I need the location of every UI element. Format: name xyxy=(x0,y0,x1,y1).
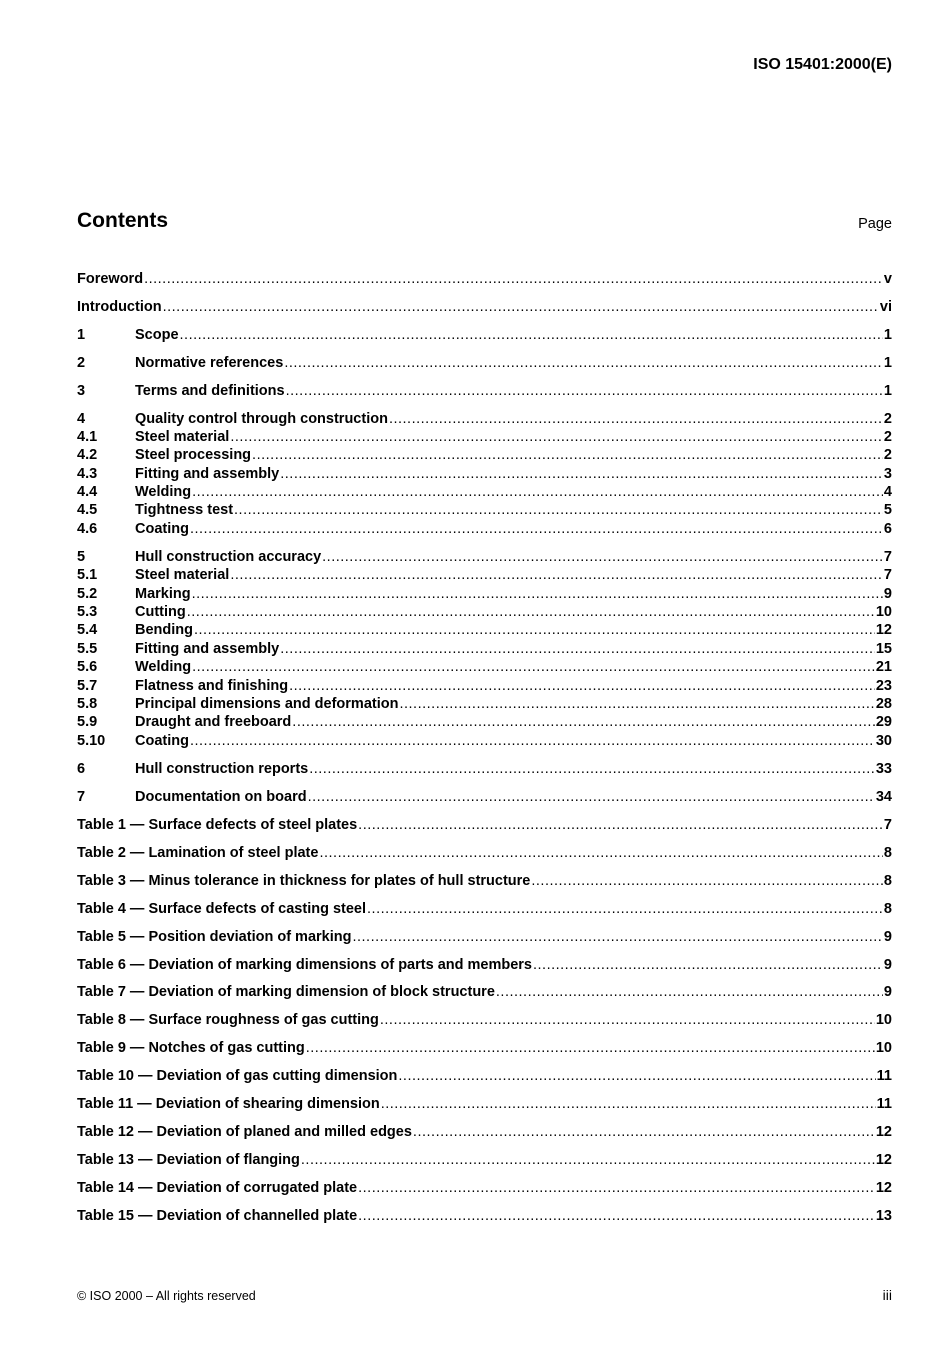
toc-entry-page: 11 xyxy=(876,1068,892,1084)
toc-entry-page: 23 xyxy=(875,678,892,694)
toc-entry[interactable] xyxy=(77,928,892,946)
toc-entry-number: 1 xyxy=(77,327,86,343)
toc-entry-page: 28 xyxy=(875,696,892,712)
dot-leader xyxy=(194,621,875,639)
toc-entry-title: Introduction xyxy=(77,299,162,315)
toc-entry[interactable] xyxy=(77,1123,892,1141)
toc-entry-title: Table 3 — Minus tolerance in thickness for plates of hull structure xyxy=(77,873,531,889)
toc-entry[interactable] xyxy=(77,695,892,713)
toc-entry-page: 13 xyxy=(875,1208,892,1224)
dot-leader xyxy=(308,788,875,806)
toc-entry[interactable] xyxy=(77,677,892,695)
toc-entry-title: Table 10 — Deviation of gas cutting dimension xyxy=(77,1068,398,1084)
dot-leader xyxy=(280,465,883,483)
toc-entry-page: 2 xyxy=(883,447,892,463)
dot-leader xyxy=(163,298,879,316)
toc-entry[interactable] xyxy=(77,788,892,806)
toc-entry-title: Hull construction accuracy xyxy=(135,549,322,565)
dot-leader xyxy=(358,816,883,834)
toc-entry-page: v xyxy=(883,271,892,287)
dot-leader xyxy=(301,1151,875,1169)
toc-entry-page: 10 xyxy=(875,1040,892,1056)
toc-entry[interactable] xyxy=(77,1151,892,1169)
toc-entry-page: 9 xyxy=(883,984,892,1000)
toc-entry-title: Welding xyxy=(135,484,192,500)
toc-entry-title: Coating xyxy=(135,521,189,537)
toc-entry[interactable] xyxy=(77,760,892,778)
toc-entry[interactable] xyxy=(77,956,892,974)
toc-entry-title: Table 6 — Deviation of marking dimensions of parts and members xyxy=(77,957,532,973)
toc-entry-title: Normative references xyxy=(135,355,284,371)
toc-entry-page: 29 xyxy=(875,714,892,730)
toc-entry-title: Documentation on board xyxy=(135,789,307,805)
dot-leader xyxy=(309,760,875,778)
toc-entry[interactable] xyxy=(77,621,892,639)
toc-entry-title: Quality control through construction xyxy=(135,411,388,427)
toc-entry-page: 1 xyxy=(883,355,892,371)
dot-leader xyxy=(398,1067,875,1085)
toc-entry-page: vi xyxy=(879,299,892,315)
toc-entry-number: 5.3 xyxy=(77,604,98,620)
dot-leader xyxy=(190,520,883,538)
toc-entry-title: Table 1 — Surface defects of steel plates xyxy=(77,817,358,833)
toc-entry[interactable] xyxy=(77,732,892,750)
toc-entry-page: 7 xyxy=(883,567,892,583)
dot-leader xyxy=(180,326,883,344)
toc-entry-number: 5.10 xyxy=(77,733,106,749)
toc-entry[interactable] xyxy=(77,483,892,501)
dot-leader xyxy=(413,1123,875,1141)
dot-leader xyxy=(352,928,882,946)
toc-entry-number: 5.4 xyxy=(77,622,98,638)
toc-entry-number: 5 xyxy=(77,549,86,565)
toc-entry-number: 4 xyxy=(77,411,86,427)
toc-entry-title: Table 5 — Position deviation of marking xyxy=(77,929,352,945)
toc-entry-page: 33 xyxy=(875,761,892,777)
toc-entry-page: 7 xyxy=(883,549,892,565)
dot-leader xyxy=(367,900,883,918)
toc-entry[interactable] xyxy=(77,446,892,464)
dot-leader xyxy=(284,354,883,372)
toc-entry-title: Coating xyxy=(135,733,189,749)
toc-entry[interactable] xyxy=(77,326,892,344)
toc-entry-number: 4.6 xyxy=(77,521,98,537)
dot-leader xyxy=(192,483,883,501)
toc-entry[interactable] xyxy=(77,548,892,566)
toc-entry-page: 11 xyxy=(876,1096,892,1112)
toc-entry-number: 4.3 xyxy=(77,466,98,482)
dot-leader xyxy=(322,548,883,566)
dot-leader xyxy=(252,446,883,464)
dot-leader xyxy=(358,1179,875,1197)
dot-leader xyxy=(381,1095,876,1113)
toc-entry[interactable] xyxy=(77,983,892,1001)
toc-entry-title: Principal dimensions and deformation xyxy=(135,696,399,712)
contents-title: Contents xyxy=(77,209,168,232)
toc-entry[interactable] xyxy=(77,1039,892,1057)
dot-leader xyxy=(280,640,875,658)
toc-entry-number: 5.6 xyxy=(77,659,98,675)
toc-entry-page: 7 xyxy=(883,817,892,833)
toc-entry-title: Fitting and assembly xyxy=(135,466,280,482)
toc-entry-number: 5.1 xyxy=(77,567,98,583)
toc-entry-page: 9 xyxy=(883,957,892,973)
toc-entry[interactable] xyxy=(77,520,892,538)
dot-leader xyxy=(286,382,883,400)
toc-entry-number: 5.8 xyxy=(77,696,98,712)
toc-entry[interactable] xyxy=(77,658,892,676)
page-number: iii xyxy=(882,1287,892,1303)
toc-entry[interactable] xyxy=(77,872,892,890)
toc-entry-page: 34 xyxy=(875,789,892,805)
dot-leader xyxy=(306,1039,875,1057)
toc-entry-number: 3 xyxy=(77,383,86,399)
toc-entry-number: 4.2 xyxy=(77,447,98,463)
toc-entry-page: 30 xyxy=(875,733,892,749)
toc-entry-title: Cutting xyxy=(135,604,186,620)
toc-entry-page: 12 xyxy=(875,622,892,638)
toc-entry[interactable] xyxy=(77,354,892,372)
toc-entry[interactable] xyxy=(77,298,892,316)
dot-leader xyxy=(234,501,883,519)
toc-entry[interactable] xyxy=(77,382,892,400)
toc-entry[interactable] xyxy=(77,501,892,519)
toc-entry[interactable] xyxy=(77,844,892,862)
toc-entry-title: Hull construction reports xyxy=(135,761,309,777)
toc-entry-number: 5.2 xyxy=(77,586,98,602)
toc-entry[interactable] xyxy=(77,713,892,731)
toc-entry-number: 5.7 xyxy=(77,678,98,694)
toc-entry-title: Table 2 — Lamination of steel plate xyxy=(77,845,319,861)
dot-leader xyxy=(389,410,883,428)
toc-entry-title: Terms and definitions xyxy=(135,383,285,399)
toc-entry-title: Table 14 — Deviation of corrugated plate xyxy=(77,1180,358,1196)
toc-entry-page: 21 xyxy=(875,659,892,675)
dot-leader xyxy=(496,983,883,1001)
toc-entry-page: 8 xyxy=(883,845,892,861)
toc-entry[interactable] xyxy=(77,816,892,834)
dot-leader xyxy=(192,585,883,603)
toc-entry-title: Table 12 — Deviation of planed and milled edges xyxy=(77,1124,412,1140)
toc-entry[interactable] xyxy=(77,640,892,658)
toc-entry-page: 12 xyxy=(875,1180,892,1196)
toc-entry-title: Steel material xyxy=(135,429,230,445)
toc-entry[interactable] xyxy=(77,1207,892,1225)
toc-entry-page: 6 xyxy=(883,521,892,537)
toc-entry-number: 4.4 xyxy=(77,484,98,500)
dot-leader xyxy=(230,428,883,446)
toc-entry[interactable] xyxy=(77,465,892,483)
toc-entry-page: 2 xyxy=(883,429,892,445)
toc-entry-page: 10 xyxy=(875,604,892,620)
dot-leader xyxy=(533,956,883,974)
toc-entry[interactable] xyxy=(77,585,892,603)
toc-entry-page: 9 xyxy=(883,586,892,602)
toc-entry-title: Table 7 — Deviation of marking dimension of block structure xyxy=(77,984,495,1000)
dot-leader xyxy=(380,1011,875,1029)
dot-leader xyxy=(531,872,883,890)
dot-leader xyxy=(144,270,883,288)
toc-entry[interactable] xyxy=(77,270,892,288)
dot-leader xyxy=(190,732,875,750)
toc-entry-number: 5.9 xyxy=(77,714,98,730)
toc-entry-title: Tightness test xyxy=(135,502,234,518)
dot-leader xyxy=(358,1207,875,1225)
toc-entry-number: 4.1 xyxy=(77,429,98,445)
toc-entry-title: Welding xyxy=(135,659,192,675)
dot-leader xyxy=(292,713,875,731)
toc-entry-title: Steel material xyxy=(135,567,230,583)
page-column-label: Page xyxy=(858,216,892,232)
dot-leader xyxy=(399,695,874,713)
toc-entry-page: 8 xyxy=(883,901,892,917)
toc-entry-title: Table 9 — Notches of gas cutting xyxy=(77,1040,305,1056)
toc-entry-title: Table 8 — Surface roughness of gas cutting xyxy=(77,1012,379,1028)
toc-entry-number: 7 xyxy=(77,789,86,805)
copyright-notice: © ISO 2000 – All rights reserved xyxy=(77,1289,256,1303)
toc-entry-page: 5 xyxy=(883,502,892,518)
toc-entry-title: Steel processing xyxy=(135,447,252,463)
toc-entry-title: Table 15 — Deviation of channelled plate xyxy=(77,1208,358,1224)
toc-entry-number: 6 xyxy=(77,761,86,777)
toc-entry[interactable] xyxy=(77,900,892,918)
toc-entry-title: Foreword xyxy=(77,271,144,287)
toc-entry[interactable] xyxy=(77,1011,892,1029)
toc-entry-title: Table 11 — Deviation of shearing dimension xyxy=(77,1096,380,1112)
toc-entry-page: 8 xyxy=(883,873,892,889)
toc-entry-page: 10 xyxy=(875,1012,892,1028)
toc-entry-title: Draught and freeboard xyxy=(135,714,292,730)
toc-entry-title: Fitting and assembly xyxy=(135,641,280,657)
toc-entry-page: 12 xyxy=(875,1124,892,1140)
toc-entry-number: 4.5 xyxy=(77,502,98,518)
toc-entry-page: 1 xyxy=(883,327,892,343)
dot-leader xyxy=(319,844,882,862)
toc-entry[interactable] xyxy=(77,603,892,621)
toc-entry-number: 5.5 xyxy=(77,641,98,657)
toc-entry-title: Flatness and finishing xyxy=(135,678,289,694)
toc-entry-page: 2 xyxy=(883,411,892,427)
toc-entry-page: 15 xyxy=(875,641,892,657)
toc-entry-title: Bending xyxy=(135,622,193,638)
toc-entry[interactable] xyxy=(77,428,892,446)
toc-entry[interactable] xyxy=(77,410,892,428)
toc-entry[interactable] xyxy=(77,1067,892,1085)
toc-entry[interactable] xyxy=(77,566,892,584)
toc-entry-number: 2 xyxy=(77,355,86,371)
dot-leader xyxy=(187,603,875,621)
dot-leader xyxy=(230,566,883,584)
toc-entry[interactable] xyxy=(77,1095,892,1113)
document-id: ISO 15401:2000(E) xyxy=(753,56,892,73)
toc-entry-page: 1 xyxy=(883,383,892,399)
dot-leader xyxy=(289,677,875,695)
toc-entry[interactable] xyxy=(77,1179,892,1197)
toc-entry-page: 3 xyxy=(883,466,892,482)
toc-entry-page: 9 xyxy=(883,929,892,945)
toc-entry-title: Table 13 — Deviation of flanging xyxy=(77,1152,300,1168)
toc-entry-page: 4 xyxy=(883,484,892,500)
toc-entry-title: Marking xyxy=(135,586,191,602)
toc-entry-title: Scope xyxy=(135,327,179,343)
toc-entry-title: Table 4 — Surface defects of casting steel xyxy=(77,901,367,917)
toc-entry-page: 12 xyxy=(875,1152,892,1168)
dot-leader xyxy=(192,658,875,676)
